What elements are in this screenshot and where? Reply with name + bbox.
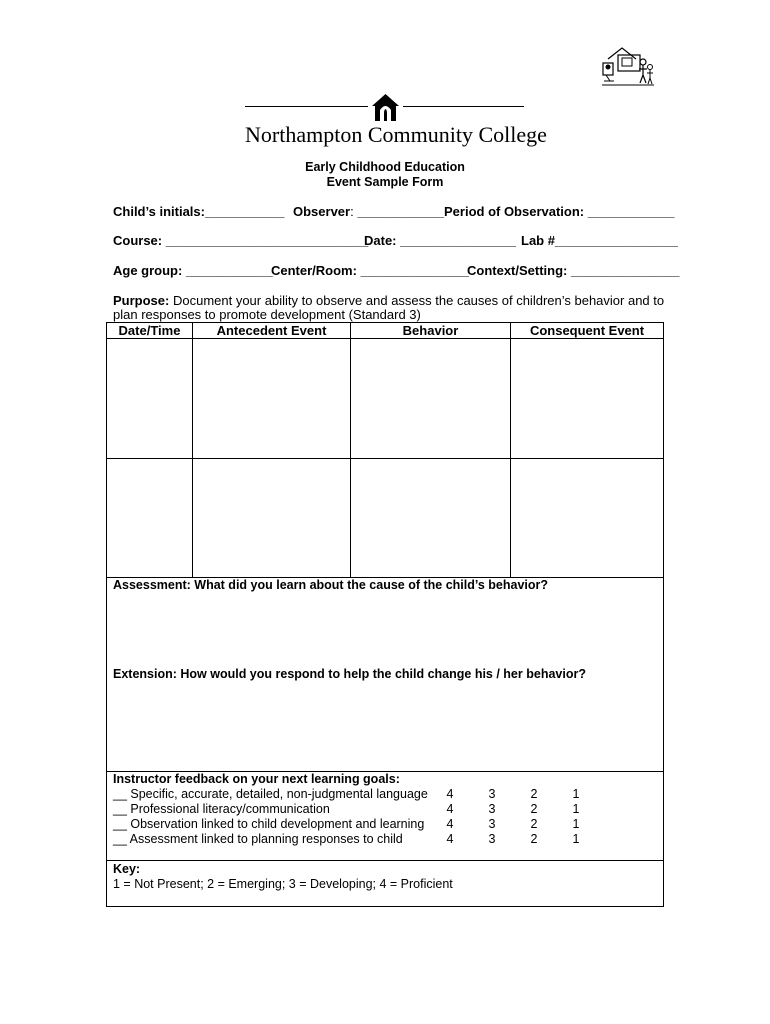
table-col-divider-1 — [192, 322, 193, 578]
feedback-item-4[interactable]: __ Assessment linked to planning responses to child — [113, 832, 403, 846]
rating-4: 4 — [446, 802, 454, 816]
lab-blank[interactable]: _________________ — [554, 233, 678, 248]
college-logo-icon — [369, 92, 402, 124]
rating-2: 2 — [530, 817, 538, 831]
observer-label: Observer — [293, 204, 351, 219]
assessment-question: Assessment: What did you learn about the cause of the child’s behavior? — [113, 578, 549, 592]
rating-2: 2 — [530, 787, 538, 801]
field-period — [444, 204, 675, 219]
childs-initials-blank[interactable]: ___________ — [204, 204, 285, 219]
observer-blank[interactable]: ____________ — [357, 204, 445, 219]
rating-1: 1 — [572, 787, 580, 801]
purpose-paragraph — [113, 293, 673, 308]
rating-3: 3 — [488, 802, 496, 816]
field-age-group — [113, 263, 273, 278]
observation-table — [106, 322, 664, 578]
rating-1: 1 — [572, 817, 580, 831]
center-room-label: Center/Room: — [271, 263, 357, 278]
context-setting-blank[interactable]: _______________ — [571, 263, 680, 278]
age-group-label: Age group: — [113, 263, 183, 278]
period-of-observation-blank[interactable]: ____________ — [587, 204, 675, 219]
center-room-blank[interactable]: _______________ — [360, 263, 470, 278]
college-name: Northampton Community College — [245, 122, 547, 147]
table-col-divider-3 — [510, 322, 511, 578]
purpose-text-line1: Document your ability to observe and assess the causes of children’s behavior and to — [172, 293, 665, 308]
form-title: Event Sample Form — [326, 175, 444, 189]
table-header-date-time: Date/Time — [118, 323, 181, 338]
rating-3: 3 — [488, 787, 496, 801]
field-course — [113, 233, 368, 248]
table-header-divider — [106, 338, 664, 339]
field-date — [364, 233, 516, 248]
field-center-room — [271, 263, 469, 278]
purpose-label: Purpose: — [113, 293, 170, 308]
rating-2: 2 — [530, 832, 538, 846]
period-of-observation-label: Period of Observation: — [444, 204, 585, 219]
childs-initials-label: Child’s initials: — [113, 204, 205, 219]
field-context-setting — [467, 263, 679, 278]
table-header-antecedent-event: Antecedent Event — [216, 323, 327, 338]
logo-rule-right — [403, 106, 524, 107]
feedback-item-3[interactable]: __ Observation linked to child development and learning — [113, 817, 425, 831]
extension-question: Extension: How would you respond to help the child change his / her behavior? — [113, 667, 586, 681]
table-col-divider-2 — [350, 322, 351, 578]
course-label: Course: — [113, 233, 163, 248]
purpose-text-line2: plan responses to promote development (Standard 3) — [113, 307, 421, 322]
age-group-blank[interactable]: ____________ — [185, 263, 273, 278]
rating-1: 1 — [572, 802, 580, 816]
form-subtitle-department: Early Childhood Education — [305, 160, 465, 174]
rating-4: 4 — [446, 817, 454, 831]
rating-3: 3 — [488, 832, 496, 846]
logo-rule-left — [245, 106, 368, 107]
feedback-item-2[interactable]: __ Professional literacy/communication — [113, 802, 330, 816]
table-row-divider — [106, 458, 664, 459]
lab-label: Lab # — [521, 233, 555, 248]
classroom-clipart-icon — [600, 45, 656, 89]
course-blank[interactable]: ____________________________ — [165, 233, 369, 248]
rating-2: 2 — [530, 802, 538, 816]
table-header-behavior: Behavior — [402, 323, 459, 338]
date-label: Date: — [364, 233, 397, 248]
field-lab — [521, 233, 678, 248]
feedback-item-1[interactable]: __ Specific, accurate, detailed, non-judgmental language — [113, 787, 428, 801]
feedback-title: Instructor feedback on your next learning goals: — [113, 772, 400, 786]
table-header-consequent-event: Consequent Event — [529, 323, 645, 338]
observer-colon: : — [350, 204, 354, 219]
date-blank[interactable]: ________________ — [400, 233, 516, 248]
field-observer — [293, 204, 444, 219]
key-text: 1 = Not Present; 2 = Emerging; 3 = Developing; 4 = Proficient — [113, 877, 453, 891]
field-row-1 — [113, 204, 285, 219]
rating-3: 3 — [488, 817, 496, 831]
context-setting-label: Context/Setting: — [467, 263, 568, 278]
rating-4: 4 — [446, 832, 454, 846]
rating-4: 4 — [446, 787, 454, 801]
rating-1: 1 — [572, 832, 580, 846]
key-title: Key: — [113, 862, 141, 876]
